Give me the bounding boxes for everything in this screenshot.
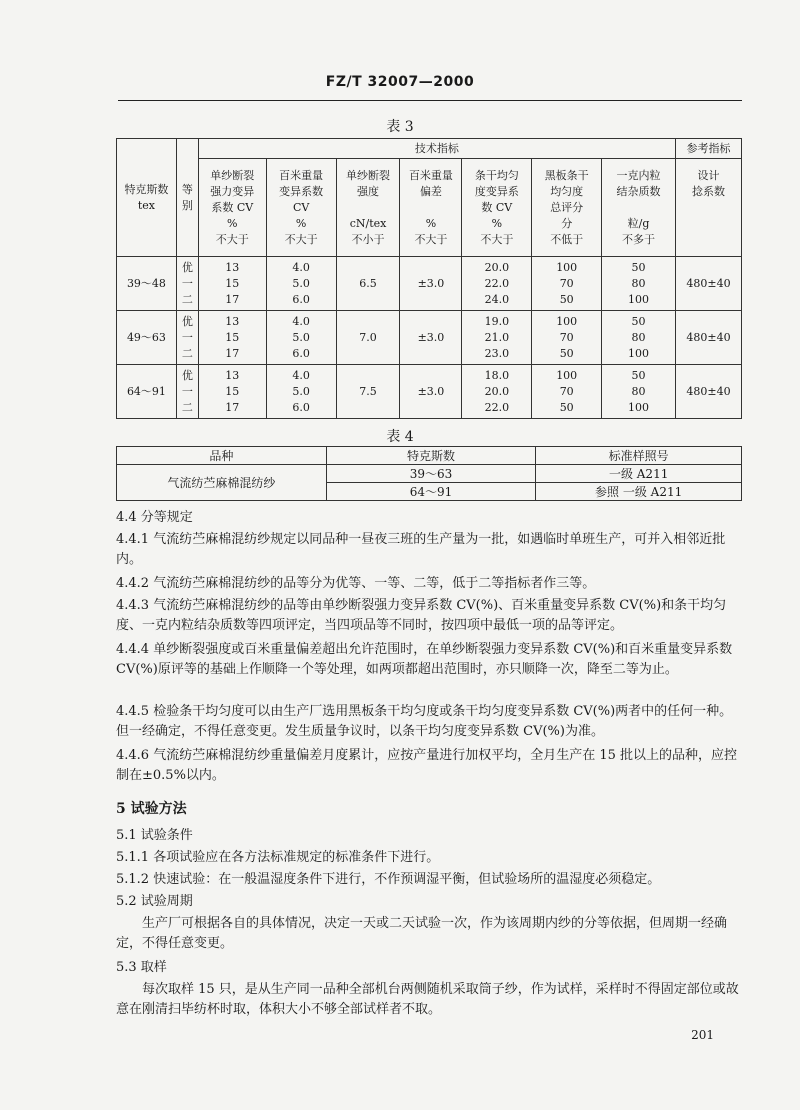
col-strength-cv-header: 单纱断裂 强力变异 系数 CV % 不大于 (198, 159, 266, 257)
clause-4-4-3: 4.4.3 气流纺苎麻棉混纺纱的品等由单纱断裂强力变异系数 CV(%)、百米重量变异系数 CV(%)和条干均匀度、一克内粒结杂质数等四项评定，当四项品等不同时，按四项中最低一项的品等评定。 (116, 598, 727, 633)
clause-4-4-2: 4.4.2 气流纺苎麻棉混纺纱的品等分为优等、一等、二等，低于二等指标者作三等。 (116, 576, 596, 591)
clause-4-4-6: 4.4.6 气流纺苎麻棉混纺纱重量偏差月度累计，应按产量进行加权平均，全月生产在 15 批以上的品种，应控制在±0.5%以内。 (116, 748, 738, 783)
table3-caption: 表 3 (386, 119, 414, 135)
table-row: 64～91 优 一 二 13 15 17 4.0 5.0 6.0 7.5 ±3.0 18.0 20.0 22.0 100 70 50 50 80 100 480±40 (117, 365, 742, 419)
ref-indicators-header: 参考指标 (675, 139, 741, 159)
col-weight-dev-header: 百米重量 偏差 % 不大于 (400, 159, 462, 257)
t4-header-photo: 标准样照号 (536, 447, 742, 465)
table-row: 气流纺苎麻棉混纺纱 39～63 一级 A211 (117, 465, 742, 483)
col-twist-header: 设计 捻系数 (675, 159, 741, 257)
section-5-title: 5 试验方法 (116, 801, 187, 817)
clause-5-1: 5.1 试验条件 (116, 828, 193, 843)
clause-5-2: 5.2 试验周期 (116, 894, 193, 909)
clause-4-4-4: 4.4.4 单纱断裂强度或百米重量偏差超出允许范围时，在单纱断裂强力变异系数 CV(%)和百米重量变异系数 CV(%)原评等的基础上作顺降一个等处理，如两项都超出范围时，亦只顺降一次，降至二等为止。 (116, 642, 733, 677)
table-row: 39～48 优 一 二 13 15 17 4.0 5.0 6.0 6.5 ±3.0 20.0 22.0 24.0 100 70 50 50 80 100 480±40 (117, 257, 742, 311)
col-neps-header: 一克内粒 结杂质数 粒/g 不多于 (602, 159, 676, 257)
clause-5-1-1: 5.1.1 各项试验应在各方法标准规定的标准条件下进行。 (116, 850, 440, 865)
clause-5-3: 5.3 取样 (116, 960, 167, 975)
col-grade-header: 等 别 (176, 139, 198, 257)
t4-header-variety: 品种 (117, 447, 327, 465)
standard-code: FZ/T 32007—2000 (325, 74, 475, 90)
clause-5-2-text: 生产厂可根据各自的具体情况，决定一天或二天试验一次，作为该周期内纱的分等依据，但周期一经确定，不得任意变更。 (116, 916, 728, 951)
t4-header-tex: 特克斯数 (326, 447, 536, 465)
page-number: 201 (691, 1028, 714, 1042)
clause-4-4-1: 4.4.1 气流纺苎麻棉混纺纱规定以同品种一昼夜三班的生产量为一批，如遇临时单班生产，可并入相邻近批内。 (116, 532, 726, 567)
table-row: 64～91 参照 一级 A211 (117, 483, 742, 501)
col-weight-cv-header: 百米重量 变异系数 CV % 不大于 (266, 159, 336, 257)
table-row: 49～63 优 一 二 13 15 17 4.0 5.0 6.0 7.0 ±3.0 19.0 21.0 23.0 100 70 50 50 80 100 480±40 (117, 311, 742, 365)
table4 (116, 446, 742, 501)
col-blackboard-header: 黑板条干 均匀度 总评分 分 不低于 (532, 159, 602, 257)
col-tenacity-header: 单纱断裂 强度 cN/tex 不小于 (336, 159, 400, 257)
clause-4-4: 4.4 分等规定 (116, 510, 193, 525)
header-rule (118, 100, 742, 101)
table4-caption: 表 4 (386, 429, 414, 445)
clause-4-4-5: 4.4.5 检验条干均匀度可以由生产厂选用黑板条干均匀度或条干均匀度变异系数 CV(%)两者中的任何一种。但一经确定，不得任意变更。发生质量争议时，以条干均匀度变异系数 CV(%)为准。 (116, 704, 733, 739)
tech-indicators-header: 技术指标 (198, 139, 675, 159)
col-evenness-cv-header: 条干均匀 度变异系 数 CV % 不大于 (462, 159, 532, 257)
clause-5-1-2: 5.1.2 快速试验：在一般温湿度条件下进行，不作预调湿平衡，但试验场所的温湿度必须稳定。 (116, 872, 661, 887)
col-tex-header: 特克斯数 tex (117, 139, 177, 257)
clause-5-3-text: 每次取样 15 只，是从生产同一品种全部机台两侧随机采取筒子纱，作为试样，采样时不得固定部位或故意在刚清扫毕纺杯时取，体积大小不够全部试样者不取。 (116, 982, 739, 1017)
table3 (116, 138, 742, 419)
